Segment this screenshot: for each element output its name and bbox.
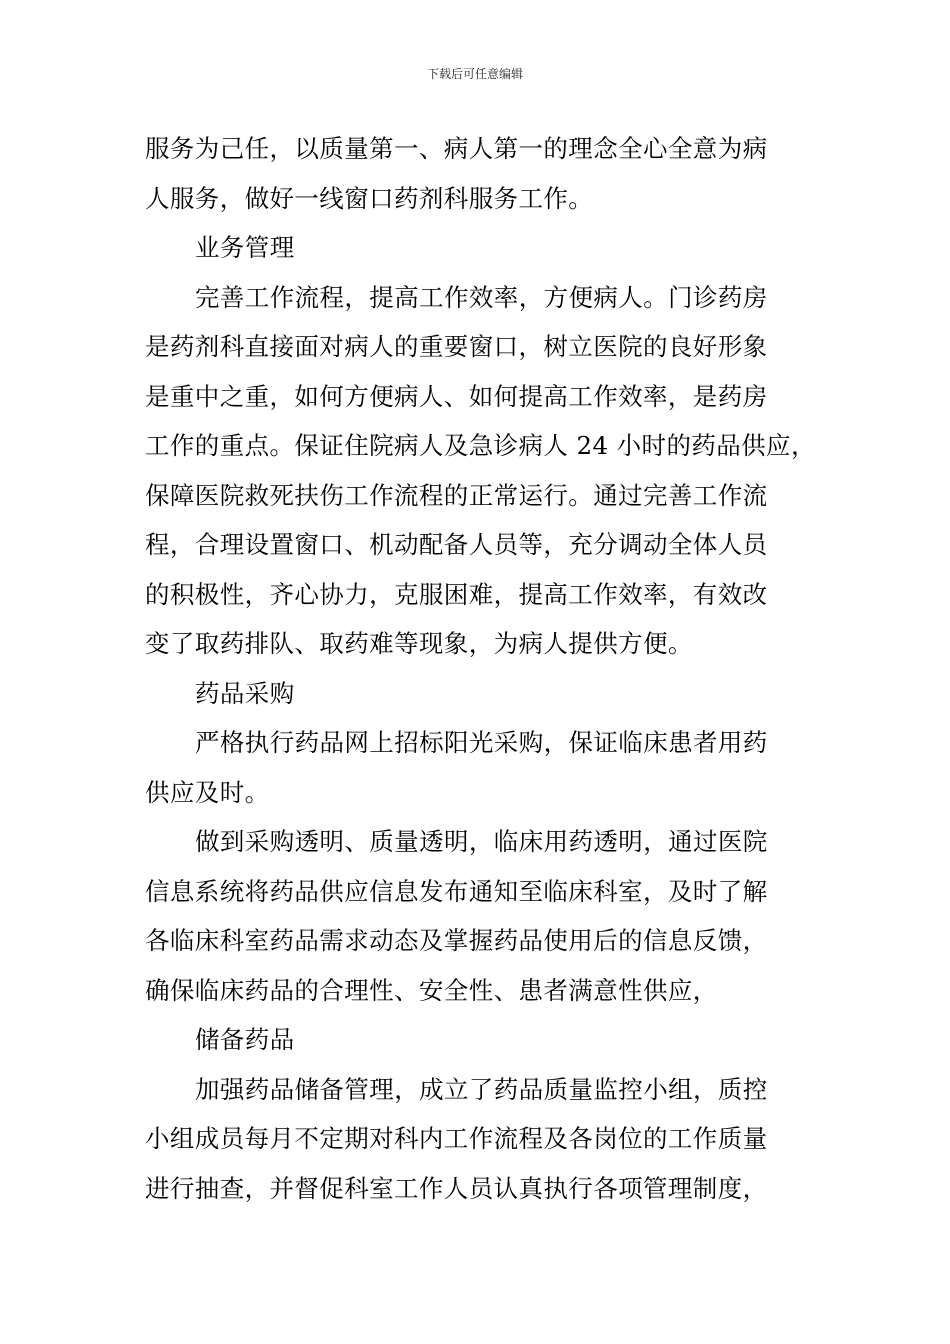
text-line: 信息系统将药品供应信息发布通知至临床科室，及时了解	[145, 876, 768, 906]
text-line: 工作的重点。保证住院病人及急诊病人 24 小时的药品供应，	[145, 431, 816, 460]
text-line: 做到采购透明、质量透明，临床用药透明，通过医院	[195, 827, 768, 856]
text-line: 的积极性，齐心协力，克服困难，提高工作效率，有效改	[145, 579, 768, 609]
text-line: 是药剂科直接面对病人的重要窗口，树立医院的良好形象	[145, 332, 768, 361]
text-line: 进行抽查，并督促科室工作人员认真执行各项管理制度，	[145, 1173, 768, 1203]
text-line: 程，合理设置窗口、机动配备人员等，充分调动全体人员	[145, 530, 768, 559]
text-line: 完善工作流程，提高工作效率，方便病人。门诊药房	[195, 282, 768, 312]
text-line: 是重中之重，如何方便病人、如何提高工作效率，是药房	[145, 381, 768, 411]
text-line: 服务为己任，以质量第一、病人第一的理念全心全意为病	[145, 134, 768, 163]
text-line: 变了取药排队、取药难等现象，为病人提供方便。	[145, 629, 693, 658]
page-header: 下载后可任意编辑	[426, 67, 523, 81]
text-line: 药品采购	[195, 678, 295, 708]
text-line: 储备药品	[195, 1025, 295, 1054]
text-line: 供应及时。	[145, 777, 270, 807]
text-line: 严格执行药品网上招标阳光采购，保证临床患者用药	[195, 728, 768, 757]
body-text	[145, 124, 845, 1213]
text-line: 各临床科室药品需求动态及掌握药品使用后的信息反馈，	[145, 926, 768, 955]
text-line: 加强药品储备管理，成立了药品质量监控小组，质控	[195, 1074, 768, 1104]
text-line: 保障医院救死扶伤工作流程的正常运行。通过完善工作流	[145, 480, 768, 510]
text-line: 人服务，做好一线窗口药剂科服务工作。	[145, 183, 594, 213]
text-line: 小组成员每月不定期对科内工作流程及各岗位的工作质量	[145, 1124, 768, 1153]
text-line: 业务管理	[195, 233, 295, 262]
text-line: 确保临床药品的合理性、安全性、患者满意性供应，	[145, 975, 718, 1005]
